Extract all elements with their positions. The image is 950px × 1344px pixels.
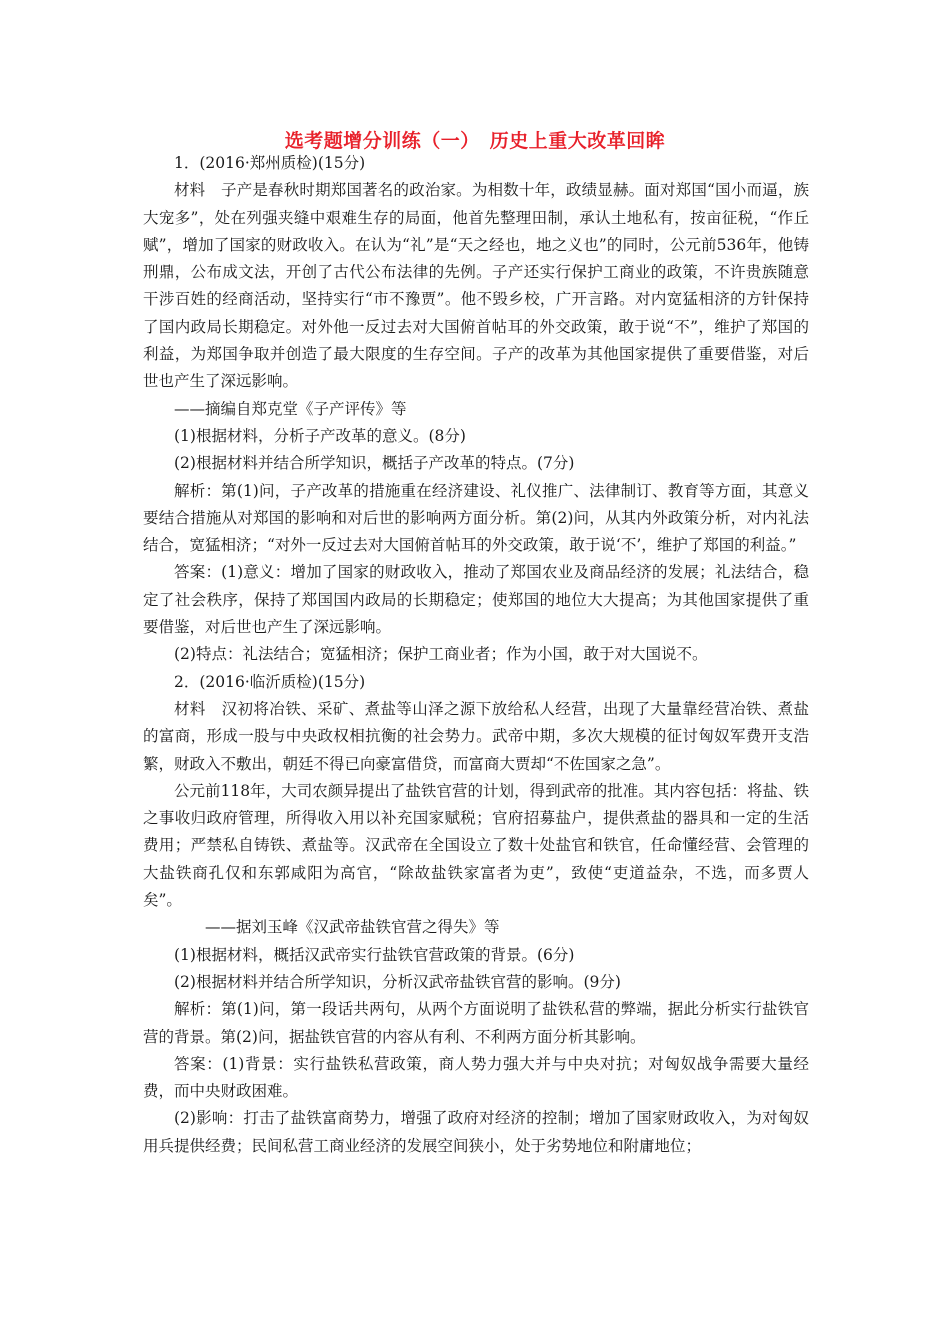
question-2-source: ——据刘玉峰《汉武帝盐铁官营之得失》等 (205, 918, 500, 937)
question-1-heading: 1．(2016·郑州质检)(15分) (174, 154, 366, 172)
page-title: 选考题增分训练（一） 历史上重大改革回眸 (284, 130, 666, 152)
question-1-answer-1: 答案：(1)意义：增加了国家的财政收入，推动了郑国农业及商品经济的发展；礼法结合，稳定了社会秩序，保持了郑国国内政局的长期稳定；使郑国的地位大大提高；为其他国家提供了重要借鉴，对后世也产生了深远影响。 (143, 563, 809, 637)
document-body (143, 150, 809, 1160)
question-2-material-1: 材料 汉初将冶铁、采矿、煮盐等山泽之源下放给私人经营，出现了大量靠经营冶铁、煮盐的富商，形成一股与中央政权相抗衡的社会势力。武帝中期，多次大规模的征讨匈奴军费开支浩繁，财政入不敷出，朝廷不得已向豪富借贷，而富商大贾却“不佐国家之急”。 (143, 699, 809, 773)
question-2-sub-2: (2)根据材料并结合所学知识，分析汉武帝盐铁官营的影响。(9分) (174, 972, 621, 991)
question-2-heading: 2．(2016·临沂质检)(15分) (174, 672, 366, 691)
question-1-source: ——摘编自郑克堂《子产评传》等 (174, 399, 407, 418)
question-2-sub-1: (1)根据材料，概括汉武帝实行盐铁官营政策的背景。(6分) (174, 945, 575, 964)
question-1-sub-2: (2)根据材料并结合所学知识，概括子产改革的特点。(7分) (174, 454, 575, 473)
question-2-material-2: 公元前118年，大司农颜异提出了盐铁官营的计划，得到武帝的批准。其内容包括：将盐、铁之事收归政府管理，所得收入用以补充国家赋税；官府招募盐户，提供煮盐的器具和一定的生活费用；严禁私自铸铁、煮盐等。汉武帝在全国设立了数十处盐官和铁官，任命懂经营、会管理的大盐铁商孔仅和东郭咸阳为高官，“除故盐铁家富者为吏”，致使“吏道益杂，不选，而多贾人矣”。 (143, 781, 809, 910)
question-1-analysis: 解析：第(1)问，子产改革的措施重在经济建设、礼仪推广、法律制订、教育等方面，其意义要结合措施从对郑国的影响和对后世的影响两方面分析。第(2)问，从其内外政策分析，对内礼法结合，宽猛相济；“对外一反过去对大国俯首帖耳的外交政策，敢于说‘不’，维护了郑国的利益。” (143, 481, 809, 555)
question-2-analysis: 解析：第(1)问，第一段话共两句，从两个方面说明了盐铁私营的弊端，据此分析实行盐铁官营的背景。第(2)问，据盐铁官营的内容从有利、不利两方面分析其影响。 (143, 1000, 809, 1046)
question-2-answer-2: (2)影响：打击了盐铁富商势力，增强了政府对经济的控制；增加了国家财政收入，为对匈奴用兵提供经费；民间私营工商业经济的发展空间狭小，处于劣势地位和附庸地位； (143, 1109, 809, 1155)
question-1-material: 材料 子产是春秋时期郑国著名的政治家。为相数十年，政绩显赫。面对郑国“国小而逼，族大宠多”，处在列强夹缝中艰难生存的局面，他首先整理田制，承认土地私有，按亩征税，“作丘赋”，增加了国家的财政收入。在认为“礼”是“天之经也，地之义也”的同时，公元前536年，他铸刑鼎，公布成文法，开创了古代公布法律的先例。子产还实行保护工商业的政策，不许贵族随意干涉百姓的经商活动，坚持实行“市不豫贾”。他不毁乡校，广开言路。对内宽猛相济的方针保持了国内政局长期稳定。对外他一反过去对大国俯首帖耳的外交政策，敢于说“不”，维护了郑国的利益，为郑国争取并创造了最大限度的生存空间。子产的改革为其他国家提供了重要借鉴，对后世也产生了深远影响。 (143, 181, 809, 391)
question-1-sub-1: (1)根据材料，分析子产改革的意义。(8分) (174, 426, 466, 445)
question-1-answer-2: (2)特点：礼法结合；宽猛相济；保护工商业者；作为小国，敢于对大国说不。 (174, 645, 708, 664)
question-2-answer-1: 答案：(1)背景：实行盐铁私营政策，商人势力强大并与中央对抗；对匈奴战争需要大量经费，而中央财政困难。 (143, 1054, 809, 1101)
